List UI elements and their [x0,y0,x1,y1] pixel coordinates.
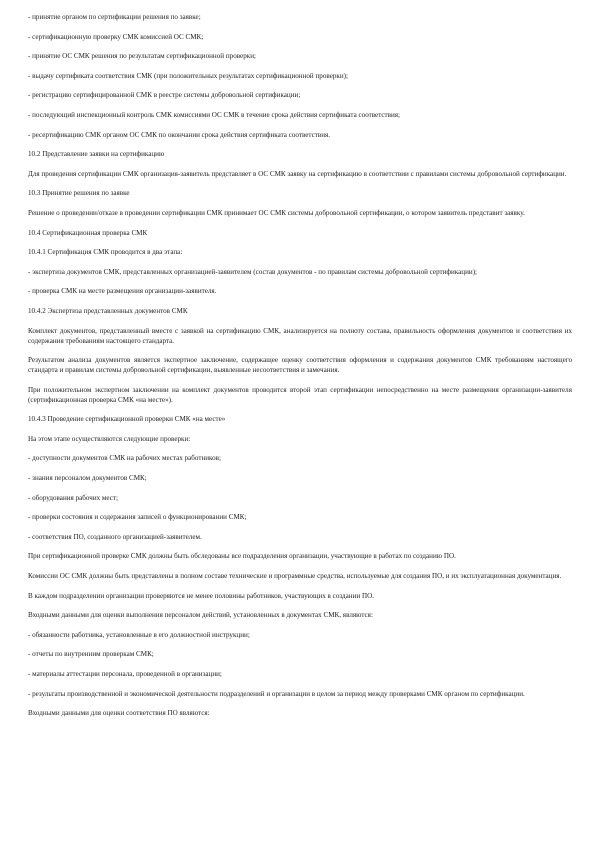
list-item: - выдачу сертификата соответствия СМК (при положительных результатах сертификационной проверки); [28,71,348,80]
paragraph: Результатом анализа документов является экспертное заключение, содержащее оценку соответствия оформления и содержания документов СМК требованиям настоящего стандарта и правилам системы добровольной сертификации, выявленные несоответствия и замечания. [28,356,572,375]
list-item: - результаты производственной и экономической деятельности подразделений и организации в целом за период между проверками СМК органом по сертификации. [28,689,525,698]
list-item: - сертификационную проверку СМК комиссией ОС СМК; [28,32,204,41]
list-item: - доступности документов СМК на рабочих местах работников; [28,454,222,463]
list-item: - отчеты по внутренним проверкам СМК; [28,650,154,659]
paragraph: Решение о проведении/отказе в проведении сертификации СМК принимает ОС СМК системы добровольной сертификации, о котором заявитель представит заявку. [28,208,525,217]
section-heading: 10.4.2 Экспертиза представленных документов СМК [28,306,188,315]
list-item: - принятие органом по сертификации решения по заявке; [28,13,201,21]
list-item: - последующий инспекционный контроль СМК комиссиями ОС СМК в течение срока действия сертификата соответствия; [28,110,401,119]
paragraph: Для проведения сертификации СМК организация-заявитель представляет в ОС СМК заявку на сертификацию в соответствии с правилами системы добровольной сертификации. [28,169,567,178]
paragraph: 10.4.1 Сертификация СМК проводится в два этапа: [28,248,183,257]
list-item: - ресертификацию СМК органом ОС СМК по окончании срока действия сертификата соответствия. [28,130,331,139]
list-item: - обязанности работника, установленные в его должностной инструкции; [28,630,250,639]
section-heading: 10.4 Сертификационная проверка СМК [28,228,148,237]
list-item: - материалы аттестации персонала, проведенной в организации; [28,670,222,678]
paragraph: В каждом подразделении организации проверяются не менее половины работников, участвующих в создании ПО. [28,591,374,600]
list-item: - проверка СМК на месте размещения организации-заявителя. [28,287,217,296]
list-item: - экспертиза документов СМК, представленных организацией-заявителем (состав документов - по правилам системы добровольной сертификации); [28,267,478,276]
paragraph: При положительном экспертном заключении на комплект документов проводится второй этап сертификации непосредственно на месте размещения организации-заявителя (сертификационная проверка СМК «на месте»). [28,385,572,404]
list-item: - принятие ОС СМК решения по результатам сертификационной проверки; [28,52,256,61]
paragraph: На этом этапе осуществляются следующие проверки: [28,434,191,443]
paragraph: Комиссии ОС СМК должны быть представлены в полном составе технические и программные средства, используемые для создания ПО, и их эксплуатационная документация. [28,572,562,581]
paragraph: Комплект документов, представленный вместе с заявкой на сертификацию СМК, анализируется на полноту состава, правильность оформления документов и соответствия их содержания требованиям настоящего стандарта. [28,326,572,345]
paragraph: Входными данными для оценки соответствия ПО являются: [28,709,210,718]
list-item: - регистрацию сертифицированной СМК в реестре системы добровольной сертификации; [28,91,301,100]
paragraph: Входными данными для оценки выполнения персоналом действий, установленных в документах СМК, являются: [28,611,373,620]
list-item: - соответствия ПО, созданного организацией-заявителем. [28,532,202,541]
paragraph: При сертификационной проверке СМК должны быть обследованы все подразделения организации, участвующие в работах по созданию ПО. [28,552,456,561]
section-heading: 10.4.3 Проведение сертификационной проверки СМК «на месте» [28,415,226,424]
document-page [28,12,572,728]
section-heading: 10.3 Принятие решения по заявке [28,189,130,198]
section-heading: 10.2 Представление заявки на сертификацию [28,150,165,159]
list-item: - оборудования рабочих мест; [28,493,118,502]
list-item: - проверки состояния и содержания записей о функционировании СМК; [28,513,247,522]
list-item: - знания персоналом документов СМК; [28,474,147,483]
